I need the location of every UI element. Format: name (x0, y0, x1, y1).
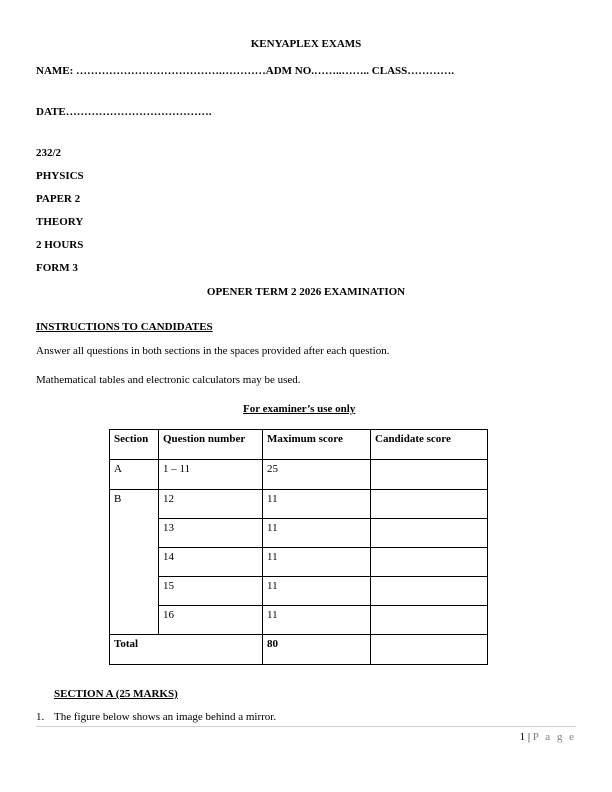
row-section: B (110, 490, 159, 635)
row-question: 1 – 11 (159, 460, 263, 490)
exam-body-title: KENYAPLEX EXAMS (250, 38, 362, 50)
paper-type: THEORY (36, 216, 84, 228)
row-max-score: 25 (263, 460, 371, 490)
instruction-line-1: Answer all questions in both sections in the spaces provided after each question. (36, 345, 390, 357)
name-adm-class-line: NAME: ………………………………….…………ADM NO.……..…….. CLASS…………. (36, 65, 454, 77)
row-max-score: 11 (263, 548, 371, 577)
form-level: FORM 3 (36, 262, 78, 274)
instructions-heading: INSTRUCTIONS TO CANDIDATES (36, 321, 213, 333)
total-max-score: 80 (263, 635, 371, 665)
subject: PHYSICS (36, 170, 84, 182)
header-section: Section (110, 430, 159, 460)
examiner-score-table (109, 429, 488, 665)
row-question: 14 (159, 548, 263, 577)
exam-title: OPENER TERM 2 2026 EXAMINATION (206, 286, 406, 298)
row-candidate-score[interactable] (371, 606, 488, 635)
row-question: 15 (159, 577, 263, 606)
table-row (110, 548, 488, 577)
row-question: 16 (159, 606, 263, 635)
row-question: 12 (159, 490, 263, 519)
page-separator: | (527, 731, 531, 743)
row-max-score: 11 (263, 606, 371, 635)
row-candidate-score[interactable] (371, 460, 488, 490)
page-footer (520, 731, 576, 743)
footer-divider (36, 726, 576, 727)
header-maximum-score: Maximum score (263, 430, 371, 460)
table-row (110, 519, 488, 548)
duration: 2 HOURS (36, 239, 84, 251)
page-number: 1 (519, 731, 526, 743)
row-candidate-score[interactable] (371, 519, 488, 548)
table-row (110, 606, 488, 635)
question-1-number: 1. (36, 711, 45, 723)
row-max-score: 11 (263, 490, 371, 519)
examiner-caption: For examiner’s use only (243, 403, 356, 415)
row-candidate-score[interactable] (371, 577, 488, 606)
table-total-row (110, 635, 488, 665)
table-row (110, 460, 488, 490)
row-max-score: 11 (263, 519, 371, 548)
header-candidate-score: Candidate score (371, 430, 488, 460)
paper-code: 232/2 (36, 147, 62, 159)
paper-number: PAPER 2 (36, 193, 81, 205)
table-row (110, 577, 488, 606)
header-question-number: Question number (159, 430, 263, 460)
row-candidate-score[interactable] (371, 548, 488, 577)
date-line: DATE…………………………………. (36, 106, 212, 118)
table-header-row (110, 430, 488, 460)
row-section: A (110, 460, 159, 490)
instruction-line-2: Mathematical tables and electronic calculators may be used. (36, 374, 301, 386)
question-1-text: The figure below shows an image behind a mirror. (54, 711, 277, 723)
page-label: P a g e (532, 731, 576, 743)
total-candidate-score[interactable] (371, 635, 488, 665)
table-row (110, 490, 488, 519)
row-max-score: 11 (263, 577, 371, 606)
section-a-heading: SECTION A (25 MARKS) (54, 688, 178, 700)
row-question: 13 (159, 519, 263, 548)
total-label: Total (110, 635, 263, 665)
row-candidate-score[interactable] (371, 490, 488, 519)
